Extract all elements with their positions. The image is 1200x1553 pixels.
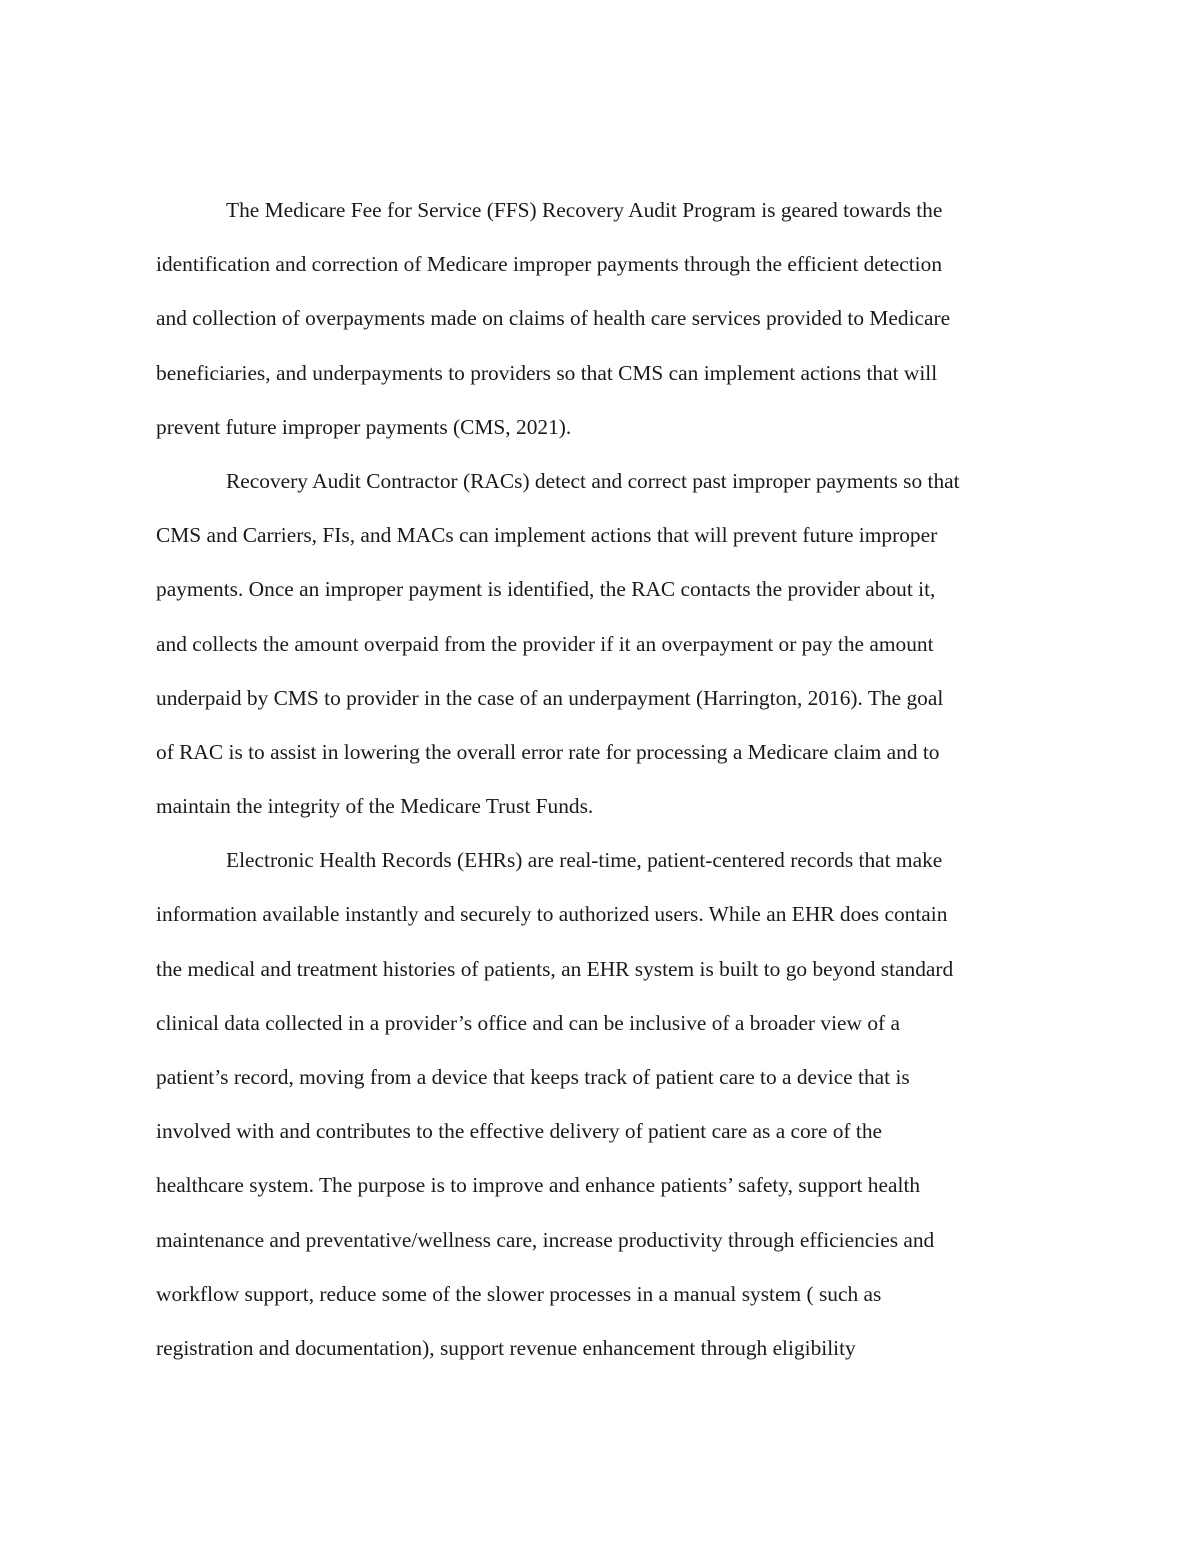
- paragraph-line: payments. Once an improper payment is identified, the RAC contacts the provider about it,: [156, 577, 936, 602]
- paragraph-recovery-audit-program: [156, 183, 1056, 454]
- paragraph-line: CMS and Carriers, FIs, and MACs can implement actions that will prevent future improper: [156, 523, 938, 548]
- paragraph-line: identification and correction of Medicare improper payments through the efficient detection: [156, 252, 943, 277]
- paragraph-line: Electronic Health Records (EHRs) are real-time, patient-centered records that make: [226, 848, 943, 873]
- paragraph-line: maintenance and preventative/wellness care, increase productivity through efficiencies and: [156, 1227, 935, 1252]
- paragraph-line: patient’s record, moving from a device that keeps track of patient care to a device that is: [156, 1065, 910, 1089]
- paragraph-line: underpaid by CMS to provider in the case of an underpayment (Harrington, 2016). The goal: [156, 685, 944, 710]
- paragraph-line: information available instantly and securely to authorized users. While an EHR does contain: [156, 902, 948, 927]
- paragraph-line: beneficiaries, and underpayments to providers so that CMS can implement actions that will: [156, 360, 938, 385]
- paragraph-line: workflow support, reduce some of the slower processes in a manual system ( such as: [156, 1281, 882, 1306]
- document-body: [156, 183, 1056, 1375]
- paragraph-recovery-audit-contractor: [156, 454, 1056, 833]
- paragraph-line: the medical and treatment histories of patients, an EHR system is built to go beyond standard: [156, 956, 954, 981]
- paragraph-line: The Medicare Fee for Service (FFS) Recovery Audit Program is geared towards the: [226, 198, 943, 222]
- paragraph-line: healthcare system. The purpose is to improve and enhance patients’ safety, support health: [156, 1173, 921, 1198]
- paragraph-line: registration and documentation), support revenue enhancement through eligibility: [156, 1335, 856, 1360]
- paragraph-line: maintain the integrity of the Medicare Trust Funds.: [156, 794, 594, 819]
- paragraph-electronic-health-records: [156, 833, 1056, 1375]
- paragraph-line: of RAC is to assist in lowering the overall error rate for processing a Medicare claim and to: [156, 739, 940, 764]
- paragraph-line: and collects the amount overpaid from the provider if it an overpayment or pay the amount: [156, 631, 934, 656]
- paragraph-line: clinical data collected in a provider’s office and can be inclusive of a broader view of a: [156, 1010, 900, 1035]
- paragraph-line: involved with and contributes to the effective delivery of patient care as a core of the: [156, 1119, 883, 1144]
- paragraph-line: Recovery Audit Contractor (RACs) detect and correct past improper payments so that: [226, 468, 960, 493]
- paragraph-line: prevent future improper payments (CMS, 2021).: [156, 414, 572, 439]
- paragraph-line: and collection of overpayments made on claims of health care services provided to Medicare: [156, 306, 951, 331]
